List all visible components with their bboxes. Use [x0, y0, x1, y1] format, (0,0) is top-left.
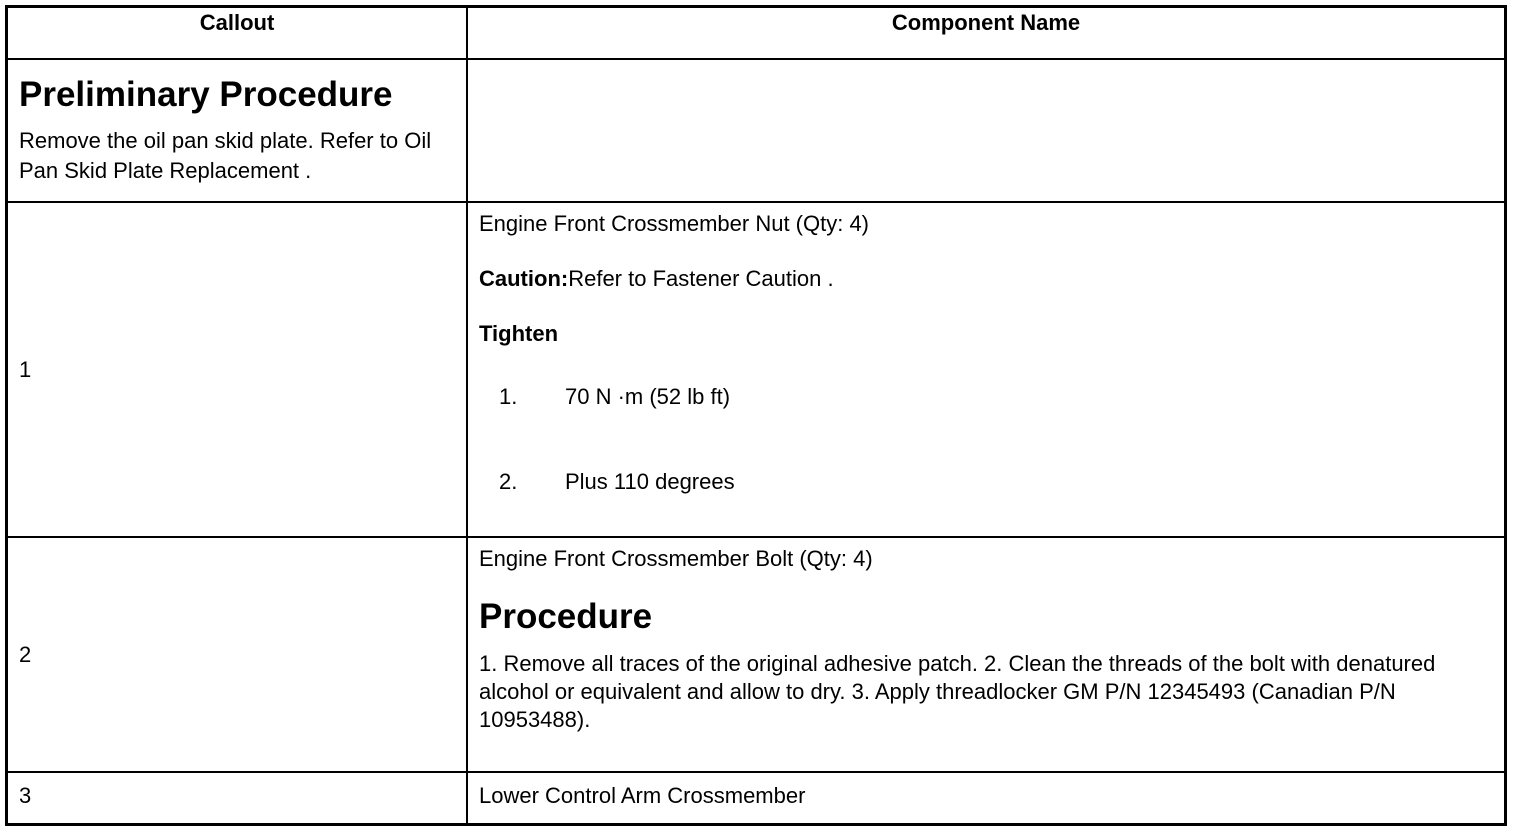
table-row	[8, 772, 1504, 823]
caution-line	[479, 264, 1494, 294]
component-table	[8, 8, 1504, 823]
procedure-title: Procedure	[479, 596, 653, 636]
callout-cell	[8, 202, 467, 537]
step-text: 70 N ·m (52 lb ft)	[565, 383, 731, 409]
list-item	[479, 467, 1494, 497]
header-callout: Callout	[8, 8, 467, 59]
header-component-name: Component Name	[467, 8, 1504, 59]
callout-number: 2	[19, 641, 32, 667]
procedure-text: 1. Remove all traces of the original adhesive patch. 2. Clean the threads of the bolt with denatured alcohol or equivalent and allow to dry. 3. Apply threadlocker GM P/N 12345493 (Canadian P/N 10953488).	[479, 650, 1436, 732]
component-cell	[467, 772, 1504, 823]
callout-cell	[8, 772, 467, 823]
table-header-row	[8, 8, 1504, 59]
callout-cell	[8, 537, 467, 772]
caution-label: Caution:	[479, 266, 569, 292]
component-name: Lower Control Arm Crossmember	[479, 782, 806, 808]
list-item	[479, 382, 1494, 412]
step-text: Plus 110 degrees	[565, 469, 735, 495]
preliminary-text: Remove the oil pan skid plate. Refer to Oil Pan Skid Plate Replacement .	[19, 128, 432, 184]
callout-number: 3	[19, 782, 32, 808]
caution-text: Refer to Fastener Caution .	[568, 266, 834, 292]
table-row	[8, 202, 1504, 537]
step-number: 1.	[499, 383, 518, 409]
preliminary-title: Preliminary Procedure	[19, 75, 393, 115]
procedure-sheet	[5, 5, 1507, 826]
preliminary-row	[8, 59, 1504, 202]
component-cell	[467, 202, 1504, 537]
preliminary-cell	[8, 59, 467, 202]
step-number: 2.	[499, 469, 518, 495]
table-row	[8, 537, 1504, 772]
component-name: Engine Front Crossmember Nut (Qty: 4)	[479, 211, 870, 237]
preliminary-empty-cell	[467, 59, 1504, 202]
component-cell	[467, 537, 1504, 772]
component-name: Engine Front Crossmember Bolt (Qty: 4)	[479, 546, 873, 572]
callout-number: 1	[19, 357, 32, 383]
tighten-steps	[479, 382, 1494, 497]
tighten-label: Tighten	[479, 320, 559, 346]
